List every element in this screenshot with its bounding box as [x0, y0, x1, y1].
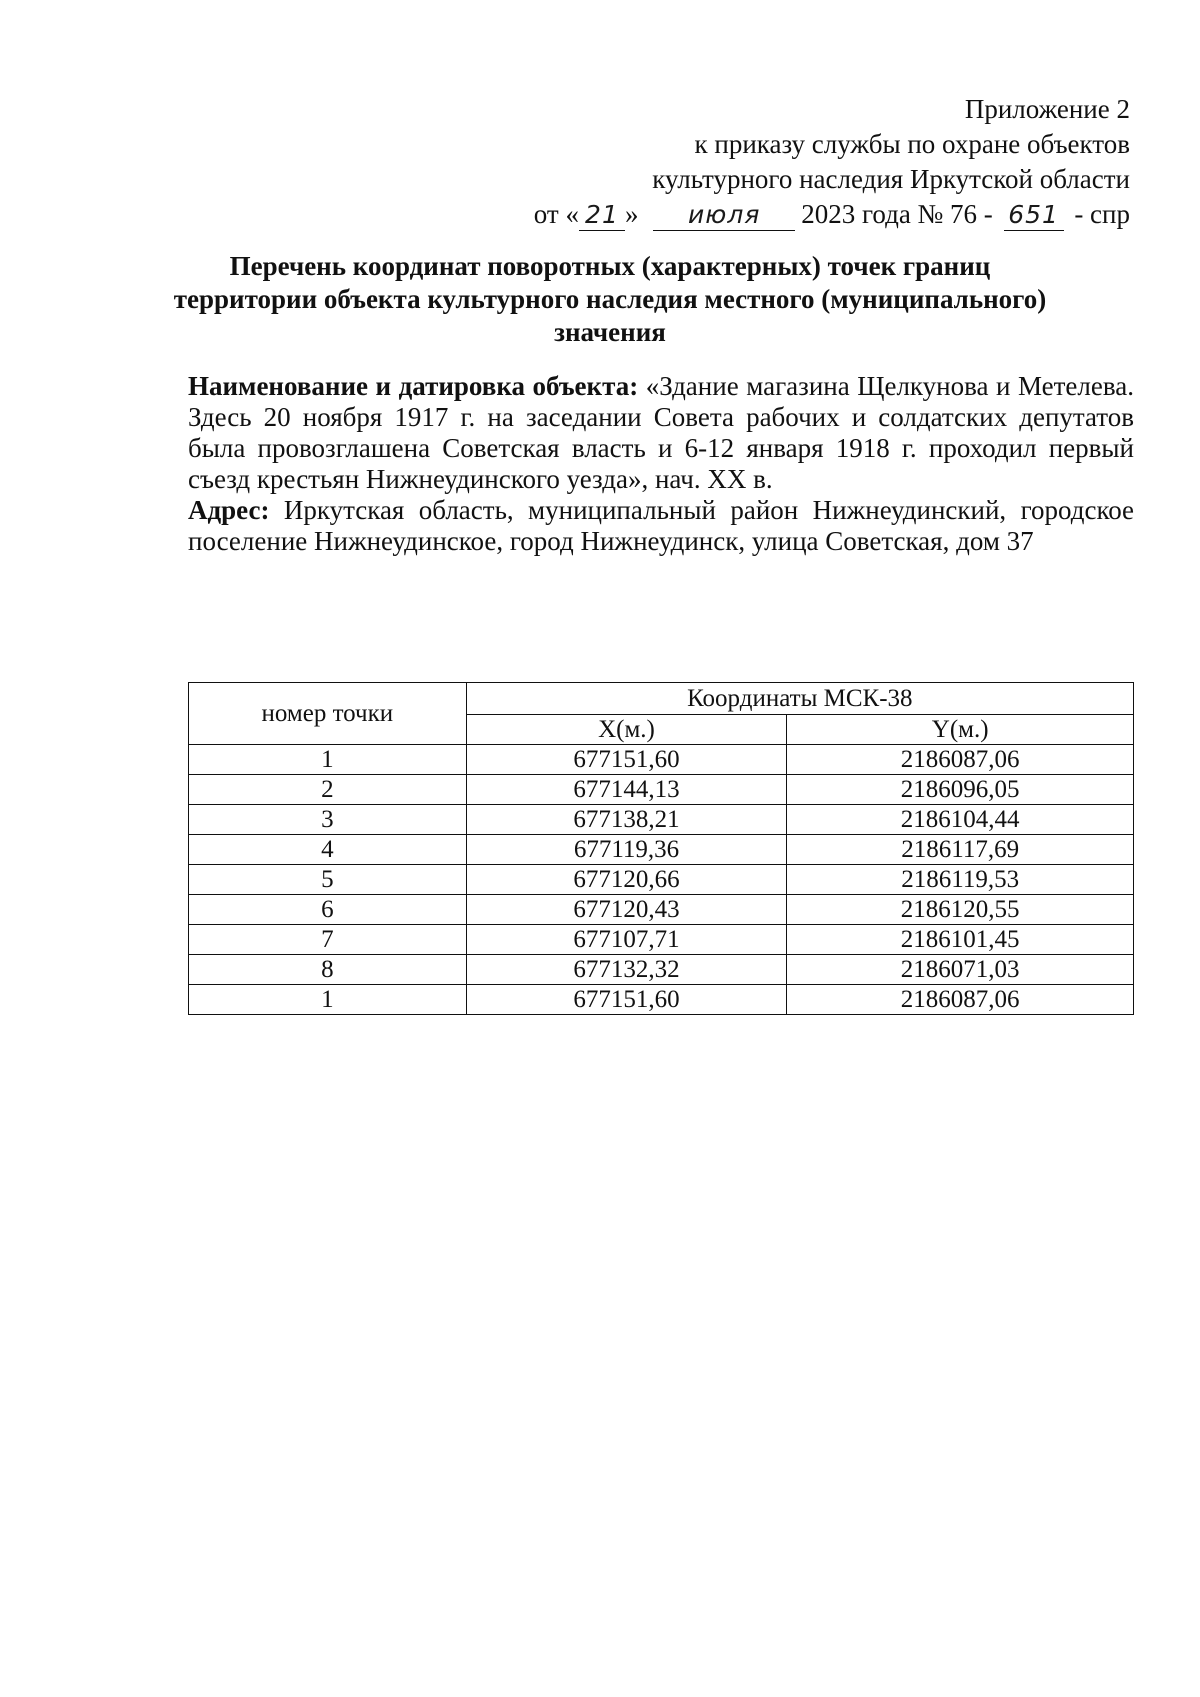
cell-y: 2186120,55 [787, 895, 1134, 925]
handwritten-month: июля [653, 201, 795, 231]
cell-x: 677144,13 [466, 775, 787, 805]
cell-point: 5 [189, 865, 467, 895]
table-row [189, 835, 1134, 865]
cell-y: 2186071,03 [787, 955, 1134, 985]
cell-y: 2186119,53 [787, 865, 1134, 895]
cell-point: 3 [189, 805, 467, 835]
table-row [189, 865, 1134, 895]
appendix-date-line [534, 197, 1130, 232]
table-row [189, 985, 1134, 1015]
cell-x: 677138,21 [466, 805, 787, 835]
title-line-3: значения [554, 317, 666, 347]
table-row [189, 925, 1134, 955]
header-y: Y(м.) [787, 715, 1134, 745]
object-name-paragraph [188, 371, 1134, 495]
appendix-number: Приложение 2 [964, 94, 1130, 124]
object-name-label: Наименование и датировка объекта: [188, 371, 639, 401]
cell-point: 6 [189, 895, 467, 925]
table-row [189, 895, 1134, 925]
cell-y: 2186096,05 [787, 775, 1134, 805]
header-x: X(м.) [466, 715, 787, 745]
cell-y: 2186087,06 [787, 745, 1134, 775]
address-label: Адрес: [188, 495, 270, 525]
cell-x: 677119,36 [466, 835, 787, 865]
table-row [189, 775, 1134, 805]
appendix-order-ref: к приказу службы по охране объектов [694, 129, 1130, 159]
year-text: 2023 года № 76 - [801, 199, 993, 229]
cell-x: 677151,60 [466, 745, 787, 775]
cell-x: 677107,71 [466, 925, 787, 955]
table-row [189, 805, 1134, 835]
header-point-number: номер точки [189, 683, 467, 745]
cell-y: 2186087,06 [787, 985, 1134, 1015]
title-line-1: Перечень координат поворотных (характерных) точек границ [229, 251, 991, 281]
cell-y: 2186101,45 [787, 925, 1134, 955]
cell-point: 1 [189, 985, 467, 1015]
cell-x: 677120,43 [466, 895, 787, 925]
table-row [189, 745, 1134, 775]
handwritten-order-number: 651 [1004, 201, 1064, 231]
cell-y: 2186117,69 [787, 835, 1134, 865]
coordinates-table [188, 682, 1134, 1015]
title-line-2: территории объекта культурного наследия местного (муниципального) [173, 284, 1047, 314]
appendix-authority: культурного наследия Иркутской области [652, 164, 1130, 194]
object-name-value: «Здание магазина Щелкунова и Метелева. Здесь 20 ноября 1917 г. на заседании Совета рабочих и солдатских депутатов была провозглашена Советская власть и 6-12 января 1918 г. проходил первый съезд крестьян Нижнеудинского уезда», нач. XX в. [188, 371, 1134, 494]
document-title [150, 250, 1070, 349]
cell-point: 2 [189, 775, 467, 805]
cell-point: 7 [189, 925, 467, 955]
cell-point: 1 [189, 745, 467, 775]
order-suffix: - спр [1074, 199, 1130, 229]
cell-point: 8 [189, 955, 467, 985]
handwritten-day: 21 [579, 201, 625, 231]
cell-x: 677120,66 [466, 865, 787, 895]
cell-x: 677151,60 [466, 985, 787, 1015]
date-mid: » [624, 199, 639, 229]
date-prefix: от « [533, 199, 579, 229]
appendix-header [534, 92, 1130, 232]
address-paragraph [188, 495, 1134, 557]
object-description [188, 371, 1134, 557]
cell-x: 677132,32 [466, 955, 787, 985]
address-value: Иркутская область, муниципальный район Нижнеудинский, городское поселение Нижнеудинское, город Нижнеудинск, улица Советская, дом 37 [188, 495, 1135, 556]
table-header-row [189, 683, 1134, 715]
cell-y: 2186104,44 [787, 805, 1134, 835]
header-coordinates-group: Координаты МСК-38 [466, 683, 1133, 715]
table-row [189, 955, 1134, 985]
cell-point: 4 [189, 835, 467, 865]
